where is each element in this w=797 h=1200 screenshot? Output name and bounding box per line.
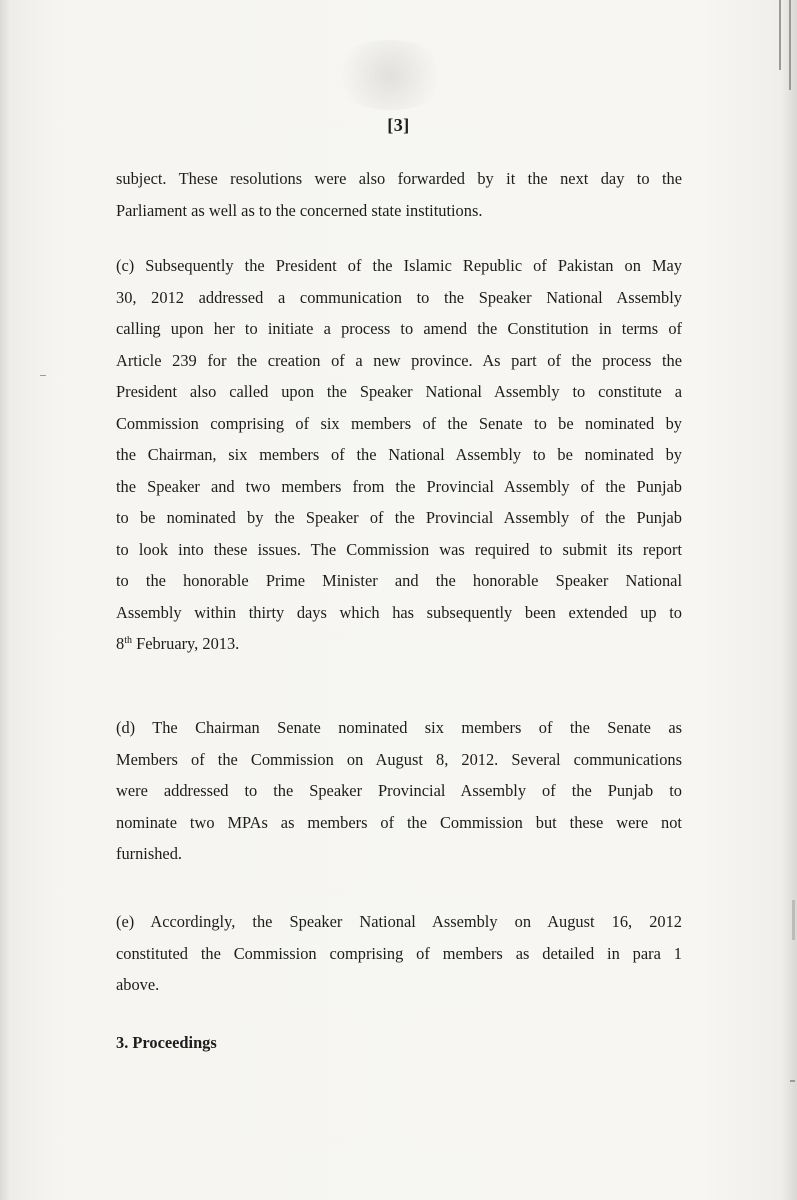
text-line: Members of the Commission on August 8, 2012. Several communications <box>116 749 682 769</box>
text-line: furnished. <box>116 844 183 863</box>
scan-edge-left <box>0 0 10 1200</box>
text-line: the Speaker and two members from the Provincial Assembly of the Punjab <box>116 476 682 496</box>
scan-mark <box>789 0 791 90</box>
scan-mark <box>40 375 46 376</box>
text-line: 30, 2012 addressed a communication to the Speaker National Assembly <box>116 287 682 307</box>
paragraph-d <box>116 712 682 870</box>
text-line: nominate two MPAs as members of the Commission but these were not <box>116 812 682 832</box>
text-line: above. <box>116 975 160 994</box>
text-line: the Chairman, six members of the National Assembly to be nominated by <box>116 445 682 464</box>
scan-mark <box>779 0 781 70</box>
text-line: constituted the Commission comprising of members as detailed in para 1 <box>116 943 682 963</box>
text-line: calling upon her to initiate a process to amend the Constitution in terms of <box>116 319 682 338</box>
date-line <box>116 628 682 660</box>
text-line: to be nominated by the Speaker of the Provincial Assembly of the Punjab <box>116 508 682 527</box>
text-line: to look into these issues. The Commission was required to submit its report <box>116 539 682 559</box>
section-heading: 3. Proceedings <box>116 1033 217 1052</box>
text-line: (e) Accordingly, the Speaker National Assembly on August 16, 2012 <box>116 912 682 931</box>
paragraph-c <box>116 250 682 660</box>
text-line: Commission comprising of six members of the Senate to be nominated by <box>116 413 682 433</box>
text-line: were addressed to the Speaker Provincial Assembly of the Punjab to <box>116 781 682 800</box>
text-line: Parliament as well as to the concerned state institutions. <box>116 200 483 220</box>
date-ordinal: th <box>124 635 132 646</box>
text-line: Article 239 for the creation of a new province. As part of the process the <box>116 350 682 370</box>
date-day: 8 <box>116 634 125 653</box>
scan-edge-right <box>781 0 797 1200</box>
text-line: subject. These resolutions were also forwarded by it the next day to the <box>116 169 682 188</box>
text-line: Assembly within thirty days which has subsequently been extended up to <box>116 602 682 622</box>
page-number: [3] <box>387 115 410 135</box>
text-line: (c) Subsequently the President of the Islamic Republic of Pakistan on May <box>116 256 682 275</box>
scan-mark <box>792 900 795 940</box>
text-line: President also called upon the Speaker National Assembly to constitute a <box>116 382 682 401</box>
scan-smudge <box>330 40 450 110</box>
paragraph-b-continuation <box>116 163 682 226</box>
date-rest: February, 2013. <box>131 634 240 653</box>
paragraph-e <box>116 906 682 1001</box>
text-line: to the honorable Prime Minister and the honorable Speaker National <box>116 571 682 590</box>
text-line: (d) The Chairman Senate nominated six members of the Senate as <box>116 718 682 737</box>
scan-mark <box>790 1080 795 1082</box>
